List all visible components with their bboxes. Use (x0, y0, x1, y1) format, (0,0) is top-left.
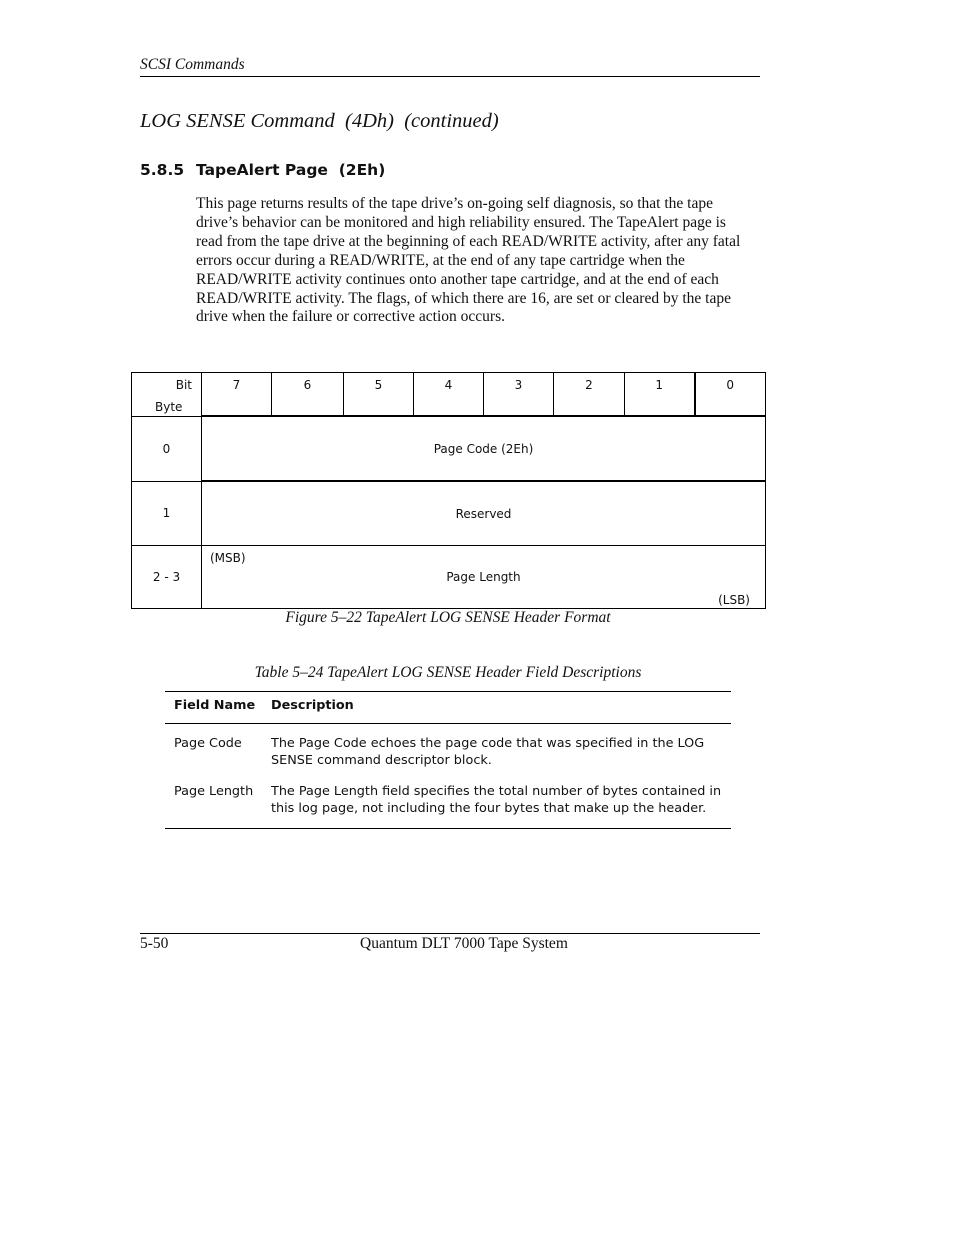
page-code-field: Page Code (2Eh) (202, 416, 766, 481)
bit-header: 5 (344, 373, 414, 417)
byte-number: 2 - 3 (132, 546, 202, 609)
subsection-heading (140, 161, 385, 179)
section-title: LOG SENSE Command (4Dh) (continued) (140, 110, 499, 132)
reserved-field: Reserved (202, 481, 766, 546)
bit-label: Bit (175, 378, 192, 392)
page-length-field (202, 546, 766, 609)
footer-rule (140, 933, 760, 934)
lsb-label: (LSB) (718, 593, 750, 607)
bit-header: 2 (554, 373, 625, 417)
bit-byte-corner-cell (132, 373, 202, 417)
bit-header: 1 (625, 373, 695, 417)
page-length-label: Page Length (446, 570, 521, 584)
table-row (165, 783, 731, 829)
body-paragraph: This page returns results of the tape drive’s on-going self diagnosis, so that the tape drive’s behavior can be monitored and high reliability ensured. The TapeAlert page is read from the tape drive at the beginning of each READ/WRITE activity, after any fatal errors occur during a READ/WRITE, at the end of any tape cartridge when the READ/WRITE activity continues onto another tape cartridge, and at the end of each READ/WRITE activity. The flags, of which there are 16, are set or cleared by the tape drive when the failure or corrective action occurs. (196, 195, 741, 326)
bit-header: 0 (695, 373, 766, 417)
header-format-table (131, 372, 766, 609)
footer-title: Quantum DLT 7000 Tape System (360, 935, 568, 952)
table-caption: Table 5–24 TapeAlert LOG SENSE Header Field Descriptions (254, 664, 642, 681)
msb-label: (MSB) (210, 551, 246, 565)
field-description-table (165, 691, 731, 829)
bit-header: 7 (202, 373, 272, 417)
subsection-number: 5.8.5 (140, 161, 185, 179)
bit-header: 6 (272, 373, 344, 417)
field-name-cell: Page Code (174, 736, 242, 751)
bit-header: 4 (414, 373, 484, 417)
column-header-field-name: Field Name (165, 692, 262, 724)
byte-number: 1 (132, 481, 202, 546)
header-rule (140, 76, 760, 77)
description-cell: The Page Code echoes the page code that was specified in the LOG SENSE command descriptor block. (271, 736, 705, 768)
field-name-cell: Page Length (165, 783, 262, 829)
subsection-title: TapeAlert Page (2Eh) (196, 161, 386, 179)
byte-label: Byte (155, 399, 183, 414)
table-row (165, 724, 731, 784)
column-header-description: Description (262, 692, 731, 724)
bit-header: 3 (484, 373, 554, 417)
byte-number: 0 (132, 416, 202, 481)
description-cell: The Page Length field specifies the total number of bytes contained in this log page, not including the four bytes that make up the header. (262, 783, 731, 829)
page-number: 5-50 (140, 935, 169, 952)
running-head: SCSI Commands (140, 56, 245, 73)
figure-caption: Figure 5–22 TapeAlert LOG SENSE Header Format (285, 609, 611, 626)
